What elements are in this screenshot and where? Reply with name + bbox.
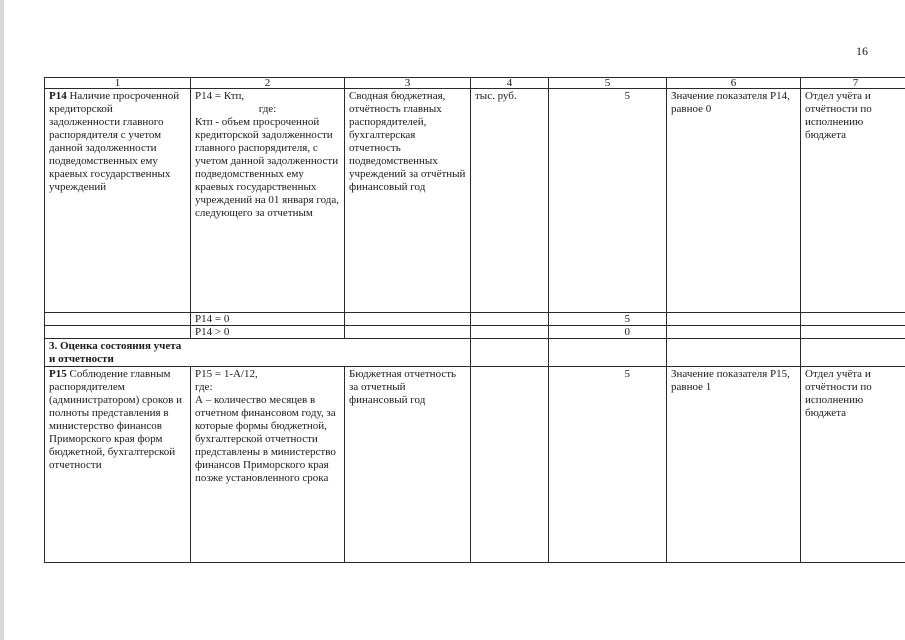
p15-formula-where: где: bbox=[195, 381, 213, 393]
p15-code: Р15 bbox=[49, 368, 67, 380]
column-number-6: 6 bbox=[667, 78, 801, 89]
p14-name-cell bbox=[45, 89, 191, 313]
column-number-7: 7 bbox=[801, 78, 905, 89]
column-number-row bbox=[45, 78, 905, 89]
column-number-1: 1 bbox=[45, 78, 191, 89]
p14-responsible: Отдел учёта и отчётности по исполнению бюджета bbox=[801, 89, 905, 313]
p15-formula-description: А – количество месяцев в отчетном финансовом году, за которые формы бюджетной, бухгалтерской отчетности представлены в министерство финансов Приморского края позже установленного срока bbox=[195, 394, 336, 484]
section-3-row bbox=[45, 339, 905, 367]
column-number-4: 4 bbox=[471, 78, 549, 89]
p15-formula-cell bbox=[191, 367, 345, 563]
p14-formula-cell bbox=[191, 89, 345, 313]
p14-condition-zero: Р14 = 0 bbox=[191, 313, 345, 326]
p15-name-cell bbox=[45, 367, 191, 563]
column-number-3: 3 bbox=[345, 78, 471, 89]
p15-unit bbox=[471, 367, 549, 563]
p15-value-text: Значение показателя Р15, равное 1 bbox=[667, 367, 801, 563]
p14-condition-zero-row bbox=[45, 313, 905, 326]
p14-formula: Р14 = Ктп, bbox=[195, 90, 245, 102]
p14-formula-where: где: bbox=[258, 103, 277, 115]
p14-condition-zero-score: 5 bbox=[549, 313, 667, 326]
p14-code: Р14 bbox=[49, 90, 67, 102]
page-number: 16 bbox=[856, 44, 868, 58]
section-3-heading bbox=[45, 339, 471, 367]
p14-formula-description: Ктп - объем просроченной кредиторской задолженности главного распорядителя, с учетом данной задолженности подведомственных ему краевых государственных учреждений на 01 января года, следующего за отчетным bbox=[195, 116, 340, 219]
scan-edge bbox=[0, 0, 4, 640]
p14-condition-positive-score: 0 bbox=[549, 326, 667, 339]
column-number-2: 2 bbox=[191, 78, 345, 89]
p14-condition-positive: Р14 > 0 bbox=[191, 326, 345, 339]
p15-weight: 5 bbox=[549, 367, 667, 563]
p15-name: Соблюдение главным распорядителем (администратором) сроков и полноты представления в министерство финансов Приморского края форм бюджетной, бухгалтерской отчетности bbox=[49, 368, 183, 471]
p14-name: Наличие просроченной кредиторской задолженности главного распорядителя с учетом данной задолженности подведомственных ему краевых государственных учреждений bbox=[49, 90, 180, 193]
p14-weight: 5 bbox=[549, 89, 667, 313]
p14-condition-positive-row bbox=[45, 326, 905, 339]
indicators-table bbox=[44, 77, 905, 563]
p15-row bbox=[45, 367, 905, 563]
p14-source: Сводная бюджетная, отчётность главных распорядителей, бухгалтерская отчетность подведомственных учреждений за отчётный финансовый год bbox=[345, 89, 471, 313]
p15-formula: Р15 = 1-А/12, bbox=[195, 368, 258, 380]
p14-row bbox=[45, 89, 905, 313]
p14-unit: тыс. руб. bbox=[471, 89, 549, 313]
section-3-title: 3. Оценка состояния учета и отчетности bbox=[49, 340, 182, 365]
column-number-5: 5 bbox=[549, 78, 667, 89]
p14-value-text: Значение показателя Р14, равное 0 bbox=[667, 89, 801, 313]
p15-source: Бюджетная отчетность за отчетный финансовый год bbox=[345, 367, 471, 563]
p15-responsible: Отдел учёта и отчётности по исполнению бюджета bbox=[801, 367, 905, 563]
